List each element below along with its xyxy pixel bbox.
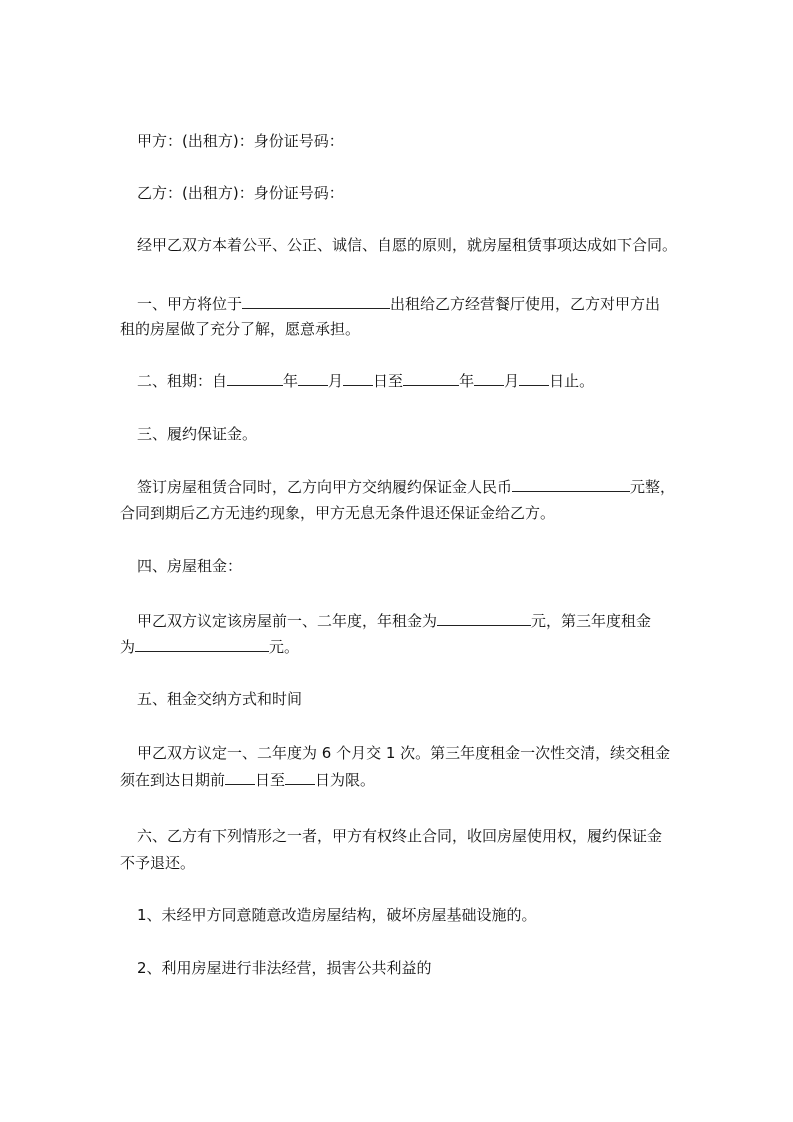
- end-day-blank: [519, 370, 549, 386]
- clause1-text-line2: 租的房屋做了充分了解，愿意承担。: [120, 320, 361, 338]
- clause4-line2: [120, 636, 712, 657]
- clause5-heading-text: 五、租金交纳方式和时间: [137, 690, 303, 708]
- clause4-text-after: 元，第三年度租金: [531, 612, 652, 630]
- clause4-line2-after: 元。: [269, 638, 300, 656]
- clause3-line1: [137, 476, 717, 497]
- start-day-blank: [343, 370, 373, 386]
- party-a-line: [137, 131, 729, 151]
- third-year-rent-blank: [135, 636, 269, 652]
- clause6-text-line1: 六、乙方有下列情形之一者，甲方有权终止合同，收回房屋使用权，履约保证金: [137, 827, 663, 845]
- clause3-text-after: 元整，: [630, 478, 676, 496]
- clause1-text-before: 一、甲方将位于: [137, 295, 243, 313]
- start-year-blank: [227, 370, 283, 386]
- clause5-line2-before: 须在到达日期前: [120, 771, 226, 789]
- day-end-label: 日止。: [549, 372, 595, 390]
- clause1-line2: [120, 319, 712, 339]
- clause1-line1: [137, 293, 729, 314]
- clause6-line2: [120, 853, 712, 873]
- clause6-item2: [137, 958, 729, 978]
- deposit-amount-blank: [512, 476, 630, 492]
- clause6-text-line2: 不予退还。: [120, 854, 196, 872]
- location-blank: [242, 293, 390, 309]
- clause5-line2-mid: 日至: [255, 771, 286, 789]
- clause2-line: [137, 370, 729, 391]
- clause4-text-before: 甲乙双方议定该房屋前一、二年度，年租金为: [137, 612, 438, 630]
- clause5-text-line1: 甲乙双方议定一、二年度为 6 个月交 1 次。第三年度租金一次性交清，续交租金: [137, 744, 671, 762]
- payment-end-day-blank: [285, 769, 315, 785]
- clause4-heading: [137, 556, 729, 576]
- clause3-text-before: 签订房屋租赁合同时，乙方向甲方交纳履约保证金人民币: [137, 478, 513, 496]
- clause6-line1: [137, 826, 717, 846]
- clause5-line2-after: 日为限。: [315, 771, 376, 789]
- party-b-text: 乙方：(出租方)：身份证号码：: [137, 184, 344, 202]
- clause1-text-after: 出租给乙方经营餐厅使用，乙方对甲方出: [390, 295, 661, 313]
- clause3-heading-text: 三、履约保证金。: [137, 425, 258, 443]
- end-month-blank: [474, 370, 504, 386]
- clause4-heading-text: 四、房屋租金：: [137, 557, 243, 575]
- clause6-item1: [137, 905, 729, 925]
- payment-start-day-blank: [225, 769, 255, 785]
- intro-text: 经甲乙双方本着公平、公正、诚信、自愿的原则，就房屋租赁事项达成如下合同。: [137, 236, 678, 254]
- intro-line: [137, 235, 717, 255]
- clause6-item1-text: 1、未经甲方同意随意改造房屋结构，破坏房屋基础设施的。: [137, 906, 537, 924]
- lease-term-prefix: 二、租期：自: [137, 372, 228, 390]
- party-a-text: 甲方：(出租方)：身份证号码：: [137, 132, 344, 150]
- annual-rent-blank: [437, 610, 531, 626]
- clause5-line2: [120, 769, 712, 790]
- end-year-blank: [403, 370, 459, 386]
- party-b-line: [137, 183, 729, 203]
- month-label: 月: [328, 372, 344, 390]
- year-label: 年: [283, 372, 299, 390]
- clause4-line1: [137, 610, 729, 631]
- clause3-text-line2: 合同到期后乙方无违约现象，甲方无息无条件退还保证金给乙方。: [120, 504, 556, 522]
- month-label-2: 月: [504, 372, 520, 390]
- clause5-heading: [137, 689, 729, 709]
- clause3-line2: [120, 503, 712, 523]
- start-month-blank: [298, 370, 328, 386]
- year-label-2: 年: [459, 372, 475, 390]
- clause4-line2-before: 为: [120, 638, 136, 656]
- day-to-label: 日至: [373, 372, 404, 390]
- clause3-heading: [137, 424, 729, 444]
- clause6-item2-text: 2、利用房屋进行非法经营，损害公共利益的: [137, 959, 432, 977]
- clause5-line1: [137, 743, 717, 763]
